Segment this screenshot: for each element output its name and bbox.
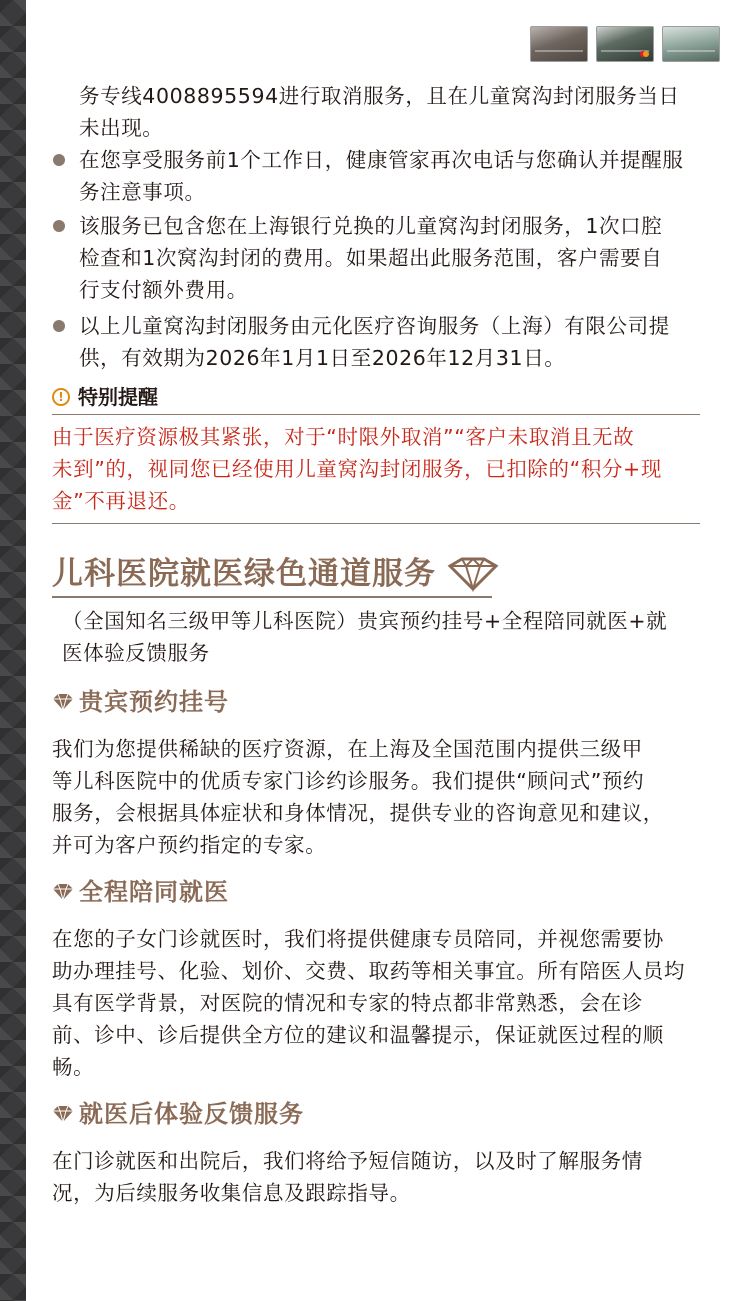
text-line: 况，为后续服务收集信息及跟踪指导。 [52,1181,411,1205]
subsection [52,685,700,861]
text-line: 服务，会根据具体症状和身体情况，提供专业的咨询意见和建议， [52,801,664,825]
notice-text [52,415,700,517]
mastercard-logo-icon [640,51,649,57]
bank-card-thumbnails [530,26,720,62]
notice-block [52,382,700,524]
subsection-title [52,875,700,909]
subsection-body [52,1145,700,1209]
text-line: 供，有效期为2026年1月1日至2026年12月31日。 [79,346,566,370]
gem-icon [52,883,74,901]
text-line: 在您的子女门诊就医时，我们将提供健康专员陪同，并视您需要协 [52,927,664,951]
text-line: 等儿科医院中的优质专家门诊约诊服务。我们提供“顾问式”预约 [52,769,645,793]
text-line: 金”不再退还。 [52,489,190,513]
exclamation-circle-icon: ! [52,388,70,406]
text-line: 并可为客户预约指定的专家。 [52,833,327,857]
text-line: 畅。 [52,1055,95,1079]
bullet-item [52,210,700,306]
notice-header [52,382,700,412]
text-line: 在您享受服务前1个工作日，健康管家再次电话与您确认并提醒服 [79,148,684,172]
text-line: （全国知名三级甲等儿科医院）贵宾预约挂号+全程陪同就医+就 [62,609,668,633]
text-line: 该服务已包含您在上海银行兑换的儿童窝沟封闭服务，1次口腔 [79,214,663,238]
text-line: 务专线4008895594进行取消服务，且在儿童窝沟封闭服务当日 [79,84,680,108]
section-title-text: 儿科医院就医绿色通道服务 [52,556,436,592]
divider [52,523,700,524]
subsection-body [52,923,700,1083]
bullet-dot-icon [53,154,65,166]
top-fragment [79,80,700,144]
text-line: 未出现。 [79,116,164,140]
bank-card-3 [662,26,720,62]
subsection-title [52,1097,700,1131]
text-line: 由于医疗资源极其紧张，对于“时限外取消”“客户未取消且无故 [52,425,635,449]
text-line: 医体验反馈服务 [62,641,210,665]
side-pattern-strip [0,0,26,1301]
notice-title: 特别提醒 [78,385,158,409]
gem-icon [52,1105,74,1123]
subsection [52,875,700,1083]
text-line: 以上儿童窝沟封闭服务由元化医疗咨询服务（上海）有限公司提 [79,314,670,338]
section-title [52,554,700,594]
text-line: 具有医学背景，对医院的情况和专家的特点都非常熟悉，会在诊 [52,991,643,1015]
bank-card-2 [596,26,654,62]
text-line: 助办理挂号、化验、划价、交费、取药等相关事宜。所有陪医人员均 [52,959,685,983]
text-line: 检查和1次窝沟封闭的费用。如果超出此服务范围，客户需要自 [79,246,663,270]
gem-icon [52,693,74,711]
bullet-dot-icon [53,220,65,232]
text-line: 前、诊中、诊后提供全方位的建议和温馨提示，保证就医过程的顺 [52,1023,664,1047]
bullet-item [52,310,700,374]
subsection-title [52,685,700,719]
text-line: 行支付额外费用。 [79,278,248,302]
bullet-dot-icon [53,320,65,332]
text-line: 我们为您提供稀缺的医疗资源，在上海及全国范围内提供三级甲 [52,737,643,761]
text-line: 未到”的，视同您已经使用儿童窝沟封闭服务，已扣除的“积分+现 [52,457,662,481]
subsection-body [52,733,700,861]
section-header [52,554,700,598]
diamond-icon [442,556,504,592]
bullet-item [52,144,700,208]
subsection [52,1097,700,1209]
text-line: 在门诊就医和出院后，我们将给予短信随访，以及时了解服务情 [52,1149,643,1173]
bank-card-1 [530,26,588,62]
subsection-title-text: 就医后体验反馈服务 [79,1100,304,1128]
subsection-title-text: 贵宾预约挂号 [79,688,229,716]
text-line: 务注意事项。 [79,180,206,204]
subsection-title-text: 全程陪同就医 [79,878,229,906]
section-underline [52,596,492,598]
section-intro [62,605,700,669]
